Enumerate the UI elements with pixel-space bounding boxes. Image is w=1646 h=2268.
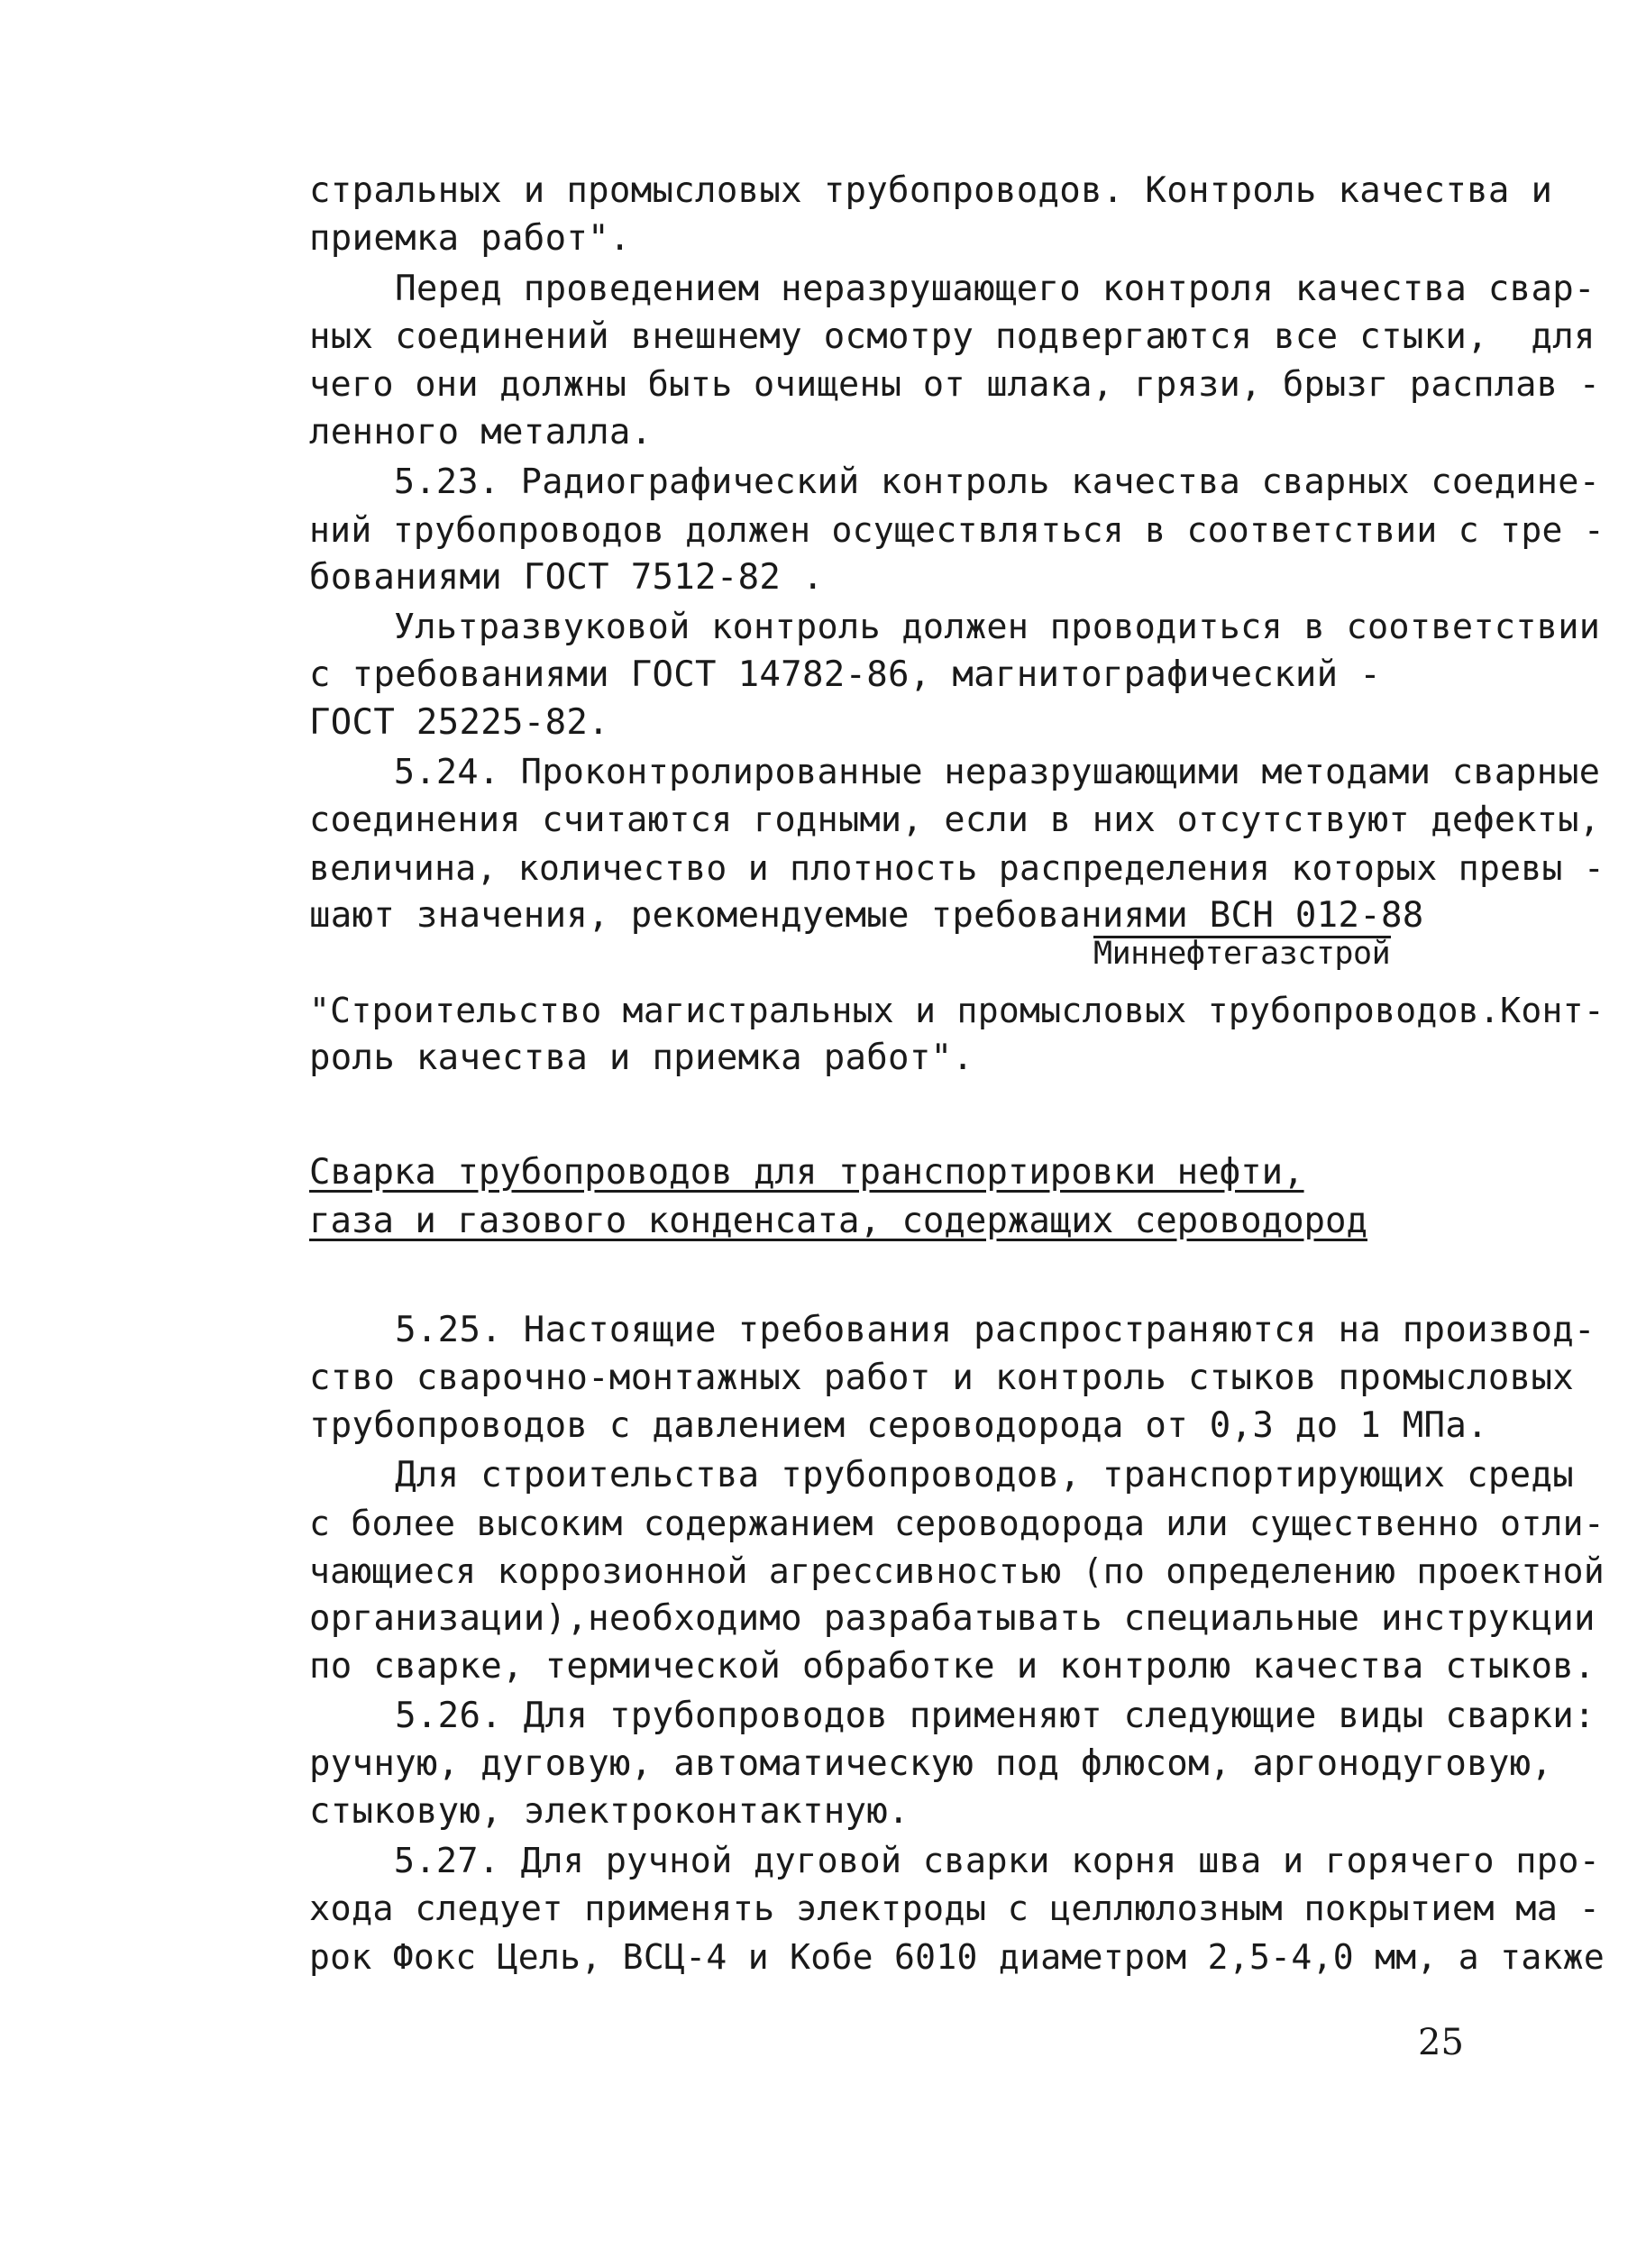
text-line: ний трубопроводов должен осуществляться в соответствии с тре -	[309, 510, 1605, 550]
text-line: 5.25. Настоящие требования распространяются на производ-	[309, 1310, 1596, 1350]
text-line: ручную, дуговую, автоматическую под флюсом, аргонодуговую,	[309, 1743, 1553, 1784]
text-line: 5.23. Радиографический контроль качества сварных соедине-	[309, 462, 1601, 502]
text-line: трубопроводов с давлением сероводорода от 0,3 до 1 МПа.	[309, 1405, 1488, 1446]
text-line: ленного металла.	[309, 412, 653, 453]
text-line: ГОСТ 25225-82.	[309, 702, 609, 743]
text-line: 5.26. Для трубопроводов применяют следующие виды сварки:	[309, 1696, 1596, 1736]
text-line: организации),необходимо разрабатывать специальные инструкции	[309, 1598, 1596, 1639]
reference-organization: Миннефтегазстрой	[1093, 936, 1391, 972]
text-line: с требованиями ГОСТ 14782-86, магнитографический -	[309, 654, 1381, 695]
text-line: стыковую, электроконтактную.	[309, 1791, 910, 1832]
text-line: приемка работ".	[309, 218, 631, 259]
text-line: по сварке, термической обработке и контролю качества стыков.	[309, 1646, 1596, 1687]
section-heading: газа и газового конденсата, содержащих сероводород	[309, 1201, 1367, 1241]
text-line: с более высоким содержанием сероводорода или существенно отли-	[309, 1504, 1605, 1543]
text-line: бованиями ГОСТ 7512-82 .	[309, 557, 824, 598]
text-line: 5.27. Для ручной дуговой сварки корня шва и горячего про-	[309, 1841, 1601, 1881]
text-line: хода следует применять электроды с целлюлозным покрытием ма -	[309, 1888, 1601, 1929]
text-line: соединения считаются годными, если в них отсутствуют дефекты,	[309, 800, 1601, 840]
text-line: ных соединений внешнему осмотру подвергаются все стыки, для	[309, 316, 1596, 357]
text-line: стральных и промысловых трубопроводов. Контроль качества и	[309, 170, 1553, 211]
text-line: рок Фокс Цель, ВСЦ-4 и Кобе 6010 диаметром 2,5-4,0 мм, а также	[309, 1937, 1605, 1977]
text-line: величина, количество и плотность распределения которых превы -	[309, 848, 1605, 888]
text-line: "Строительство магистральных и промысловых трубопроводов.Конт-	[309, 991, 1605, 1030]
text-line: шают значения, рекомендуемые требованиями ВСН 012-88	[309, 895, 1424, 936]
text-line: чающиеся коррозионной агрессивностью (по определению проектной	[309, 1551, 1605, 1591]
section-heading: Сварка трубопроводов для транспортировки нефти,	[309, 1152, 1304, 1193]
text-line: чего они должны быть очищены от шлака, грязи, брызг расплав -	[309, 364, 1601, 405]
text-line: Перед проведением неразрушающего контроля качества свар-	[309, 269, 1596, 309]
text-line: Для строительства трубопроводов, транспортирующих среды	[309, 1455, 1575, 1495]
text-line: ство сварочно-монтажных работ и контроль стыков промысловых	[309, 1358, 1575, 1398]
text-line: 5.24. Проконтролированные неразрушающими методами сварные	[309, 752, 1601, 792]
text-line: Ультразвуковой контроль должен проводиться в соответствии	[309, 607, 1601, 647]
text-line: роль качества и приемка работ".	[309, 1038, 974, 1078]
page-number: 25	[1418, 2022, 1464, 2063]
